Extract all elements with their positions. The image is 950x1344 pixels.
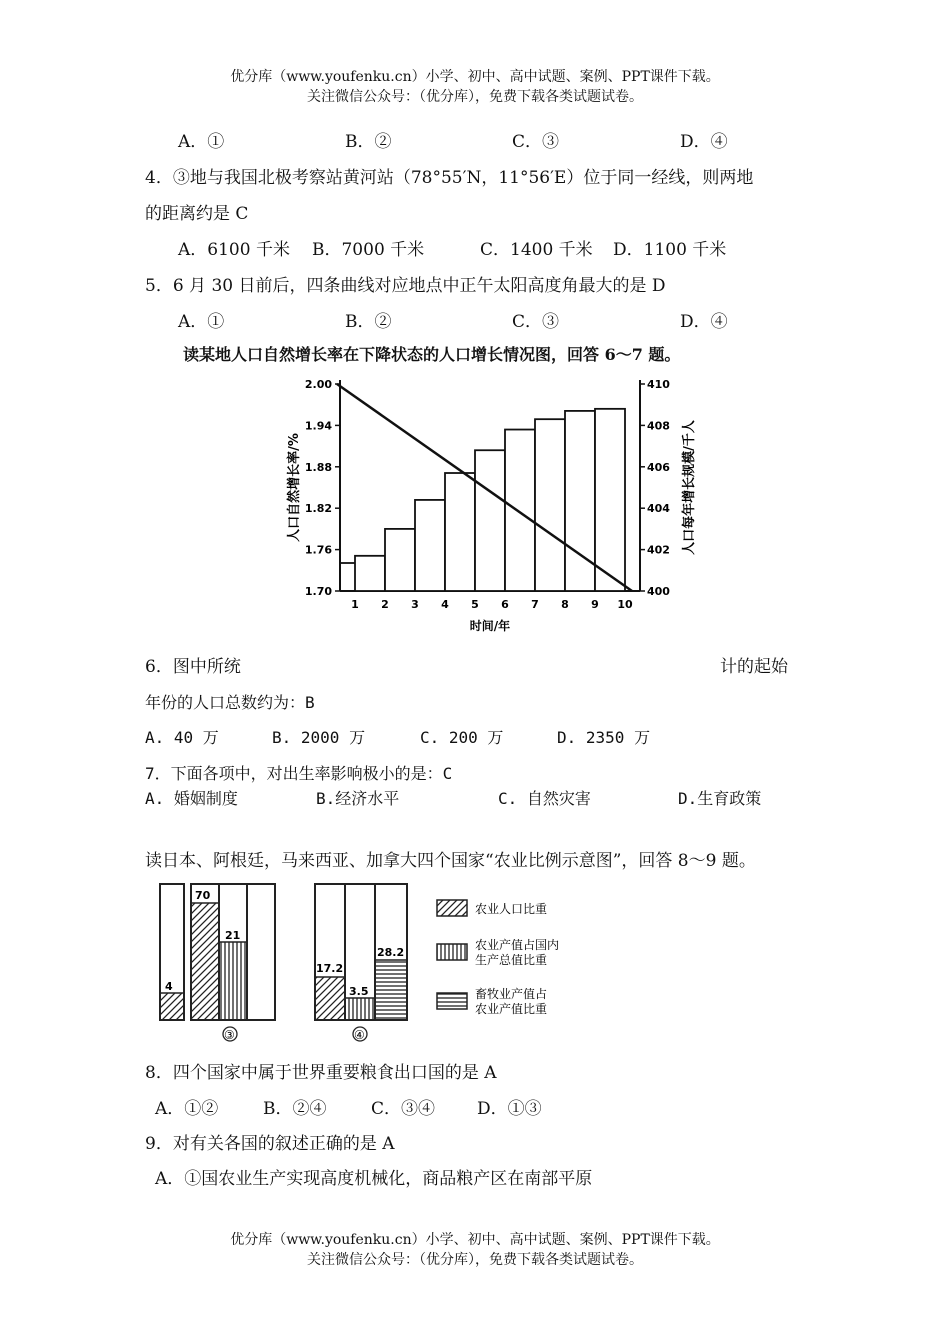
- q4-stem-line-2: 的距离约是 C: [145, 204, 249, 224]
- q5-option-d: D．④: [680, 312, 728, 332]
- x-tick-label-1: 2: [381, 598, 389, 611]
- group3-label: ③: [224, 1028, 235, 1042]
- q4-stem-line-1: 4．③地与我国北极考察站黄河站（78°55′N，11°56′E）位于同一经线，则两地: [145, 168, 754, 188]
- q3-option-a: A．①: [178, 132, 225, 152]
- growth-bar-2: [385, 529, 415, 591]
- x-tick-label-9: 10: [617, 598, 633, 611]
- q6-option-b: B. 2000 万: [272, 728, 366, 747]
- x-tick-label-5: 6: [501, 598, 509, 611]
- legend-swatch-agri-pop: [437, 900, 467, 916]
- q4-option-d: D．1100 千米: [613, 240, 727, 260]
- growth-bar-3: [415, 500, 445, 591]
- q6-stem-line-2: 年份的人口总数约为：B: [145, 693, 315, 712]
- group3-bar-agri-output: [219, 942, 247, 1020]
- agri-legend: [437, 900, 559, 1016]
- group4-value-1: 17.2: [316, 962, 344, 975]
- q9-stem: 9．对有关各国的叙述正确的是 A: [145, 1134, 395, 1154]
- right-tick-label-1: 408: [647, 419, 670, 433]
- group3-value-3: 21: [225, 929, 241, 942]
- left-tick-label-1: 1.94: [304, 419, 332, 433]
- x-tick-label-8: 9: [591, 598, 599, 611]
- x-tick-label-6: 7: [531, 598, 539, 611]
- q5-stem: 5．6 月 30 日前后，四条曲线对应地点中正午太阳高度角最大的是 D: [145, 276, 666, 296]
- x-tick-label-0: 1: [351, 598, 359, 611]
- legend-label-2b: 生产总值比重: [475, 953, 548, 967]
- group3-bar-agri-pop-2: [191, 903, 219, 1020]
- section-8-9-intro: 读日本、阿根廷，马来西亚、加拿大四个国家“农业比例示意图”，回答 8～9 题。: [145, 851, 756, 871]
- x-tick-label-7: 8: [561, 598, 569, 611]
- q3-option-b: B．②: [345, 132, 392, 152]
- group4-value-3: 28.2: [377, 946, 405, 959]
- growth-bar-8: [565, 411, 595, 591]
- growth-bar-6: [505, 430, 535, 591]
- left-tick-label-3: 1.82: [304, 502, 332, 516]
- header-line-1: 优分库（www.youfenku.cn）小学、初中、高中试题、案例、PPT课件下载。: [230, 69, 720, 85]
- legend-label-2a: 农业产值占国内: [475, 938, 560, 952]
- group4-bar-livestock: [375, 960, 407, 1020]
- group3-bar-agri-pop: [160, 993, 184, 1020]
- footer-line-1: 优分库（www.youfenku.cn）小学、初中、高中试题、案例、PPT课件下载。: [230, 1232, 720, 1248]
- legend-swatch-livestock: [437, 993, 467, 1009]
- right-tick-label-2: 406: [647, 460, 670, 474]
- group3-value-1: 4: [165, 980, 173, 993]
- right-axis-title: 人口每年增长规模/千人: [682, 420, 697, 555]
- q6-option-d: D. 2350 万: [557, 728, 651, 747]
- growth-bar-4: [445, 473, 475, 591]
- group3-value-2: 70: [195, 889, 211, 902]
- q5-option-a: A．①: [178, 312, 225, 332]
- growth-bar-7: [535, 419, 565, 591]
- right-tick-label-5: 400: [647, 585, 670, 598]
- q5-option-b: B．②: [345, 312, 392, 332]
- q7-option-c: C. 自然灾害: [498, 789, 591, 808]
- q6-option-c: C. 200 万: [420, 728, 504, 747]
- q8-option-d: D．①③: [477, 1099, 542, 1119]
- growth-bar-9: [595, 409, 625, 591]
- left-tick-label-0: 2.00: [304, 378, 332, 391]
- x-tick-label-4: 5: [471, 598, 479, 611]
- q8-stem: 8．四个国家中属于世界重要粮食出口国的是 A: [145, 1063, 497, 1083]
- footer-line-2: 关注微信公众号：（优分库），免费下载各类试题试卷。: [307, 1252, 643, 1268]
- q3-option-c: C．③: [512, 132, 560, 152]
- q8-option-c: C．③④: [371, 1099, 436, 1119]
- q7-option-a: A. 婚姻制度: [145, 789, 238, 808]
- agri-group-3: [160, 884, 275, 1042]
- left-tick-label-4: 1.76: [304, 543, 332, 557]
- q7-option-b: B.经济水平: [316, 789, 400, 808]
- legend-label-1: 农业人口比重: [475, 902, 548, 916]
- group4-bar-agri-output: [345, 998, 375, 1020]
- q6-stem-right: 计的起始: [720, 657, 788, 677]
- q8-option-a: A．①②: [155, 1099, 219, 1119]
- group4-label: ④: [354, 1028, 365, 1042]
- x-tick-label-3: 4: [441, 598, 449, 611]
- chart-plot-area: [286, 378, 697, 633]
- left-tick-label-2: 1.88: [304, 460, 332, 474]
- agriculture-figure: [155, 880, 605, 1050]
- x-tick-label-2: 3: [411, 598, 419, 611]
- q5-option-c: C．③: [512, 312, 560, 332]
- group4-bar-agri-pop: [315, 977, 345, 1020]
- q3-option-d: D．④: [680, 132, 728, 152]
- population-chart: [270, 368, 700, 658]
- q4-option-b: B．7000 千米: [312, 240, 425, 260]
- legend-label-3a: 畜牧业产值占: [475, 987, 548, 1001]
- q9-option-a: A．①国农业生产实现高度机械化，商品粮产区在南部平原: [155, 1169, 593, 1189]
- q6-option-a: A. 40 万: [145, 728, 219, 747]
- group3-bar-frame-4: [247, 884, 275, 1020]
- header-line-2: 关注微信公众号：（优分库），免费下载各类试题试卷。: [307, 89, 643, 105]
- growth-bar-5: [475, 450, 505, 591]
- group4-value-2: 3.5: [349, 985, 369, 998]
- left-axis-title: 人口自然增长率/%: [287, 433, 302, 542]
- q4-option-a: A．6100 千米: [178, 240, 290, 260]
- right-tick-label-0: 410: [647, 378, 670, 391]
- q6-stem-left: 6．图中所统: [145, 657, 241, 677]
- section-6-7-intro: 读某地人口自然增长率在下降状态的人口增长情况图，回答 6～7 题。: [183, 345, 681, 364]
- q4-option-c: C．1400 千米: [480, 240, 593, 260]
- left-tick-label-5: 1.70: [304, 585, 332, 598]
- legend-label-3b: 农业产值比重: [475, 1002, 548, 1016]
- right-tick-label-3: 404: [647, 502, 670, 516]
- q7-option-d: D.生育政策: [678, 789, 762, 808]
- x-axis-title: 时间/年: [469, 619, 511, 633]
- agri-group-4: [315, 884, 407, 1042]
- legend-swatch-agri-output: [437, 944, 467, 960]
- q7-stem: 7．下面各项中，对出生率影响极小的是：C: [145, 764, 453, 783]
- growth-bar-1: [355, 556, 385, 591]
- right-tick-label-4: 402: [647, 543, 670, 557]
- q8-option-b: B．②④: [263, 1099, 327, 1119]
